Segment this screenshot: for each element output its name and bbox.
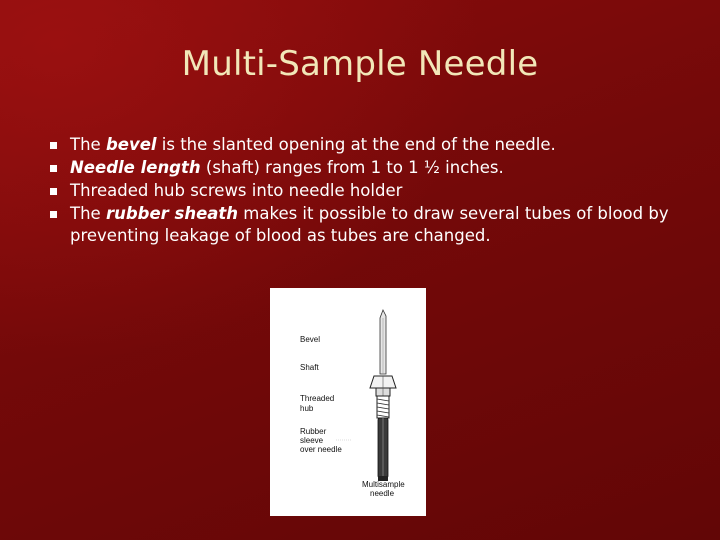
caption-multisample: Multisample (362, 480, 405, 489)
square-bullet-icon (50, 165, 57, 172)
square-bullet-icon (50, 188, 57, 195)
label-rubber: Rubber (300, 427, 327, 436)
label-shaft: Shaft (300, 363, 319, 372)
square-bullet-icon (50, 142, 57, 149)
bullet-text: makes it possible to draw several tubes of blood by preventing leakage of blood as tubes are changed. (70, 204, 669, 245)
bullet-emphasis: Needle length (70, 158, 201, 177)
needle-diagram (270, 288, 426, 516)
bullet-emphasis: rubber sheath (105, 204, 239, 223)
label-over-needle: over needle (300, 445, 342, 454)
bullet-item-needle-length (50, 157, 690, 179)
label-sleeve: sleeve (300, 436, 324, 445)
label-bevel: Bevel (300, 335, 321, 344)
caption-needle: needle (370, 489, 395, 498)
bullet-text: The (70, 204, 106, 223)
label-hub: hub (300, 404, 314, 413)
bullet-text: The (70, 135, 106, 154)
bullet-emphasis: bevel (105, 135, 157, 154)
bullet-text: is the slanted opening at the end of the needle. (156, 135, 556, 154)
slide-title: Multi-Sample Needle (181, 44, 539, 84)
square-bullet-icon (50, 211, 57, 218)
label-threaded: Threaded (300, 394, 335, 403)
bullet-item-bevel (50, 134, 690, 156)
bullet-item-rubber-sheath (50, 203, 690, 247)
bullet-item-threaded-hub (50, 180, 690, 202)
bullet-text: (shaft) ranges from 1 to 1 ½ inches. (200, 158, 504, 177)
bullet-text: Threaded hub screws into needle holder (70, 181, 403, 200)
needle-illustration (270, 288, 426, 516)
bullet-list (50, 134, 690, 248)
